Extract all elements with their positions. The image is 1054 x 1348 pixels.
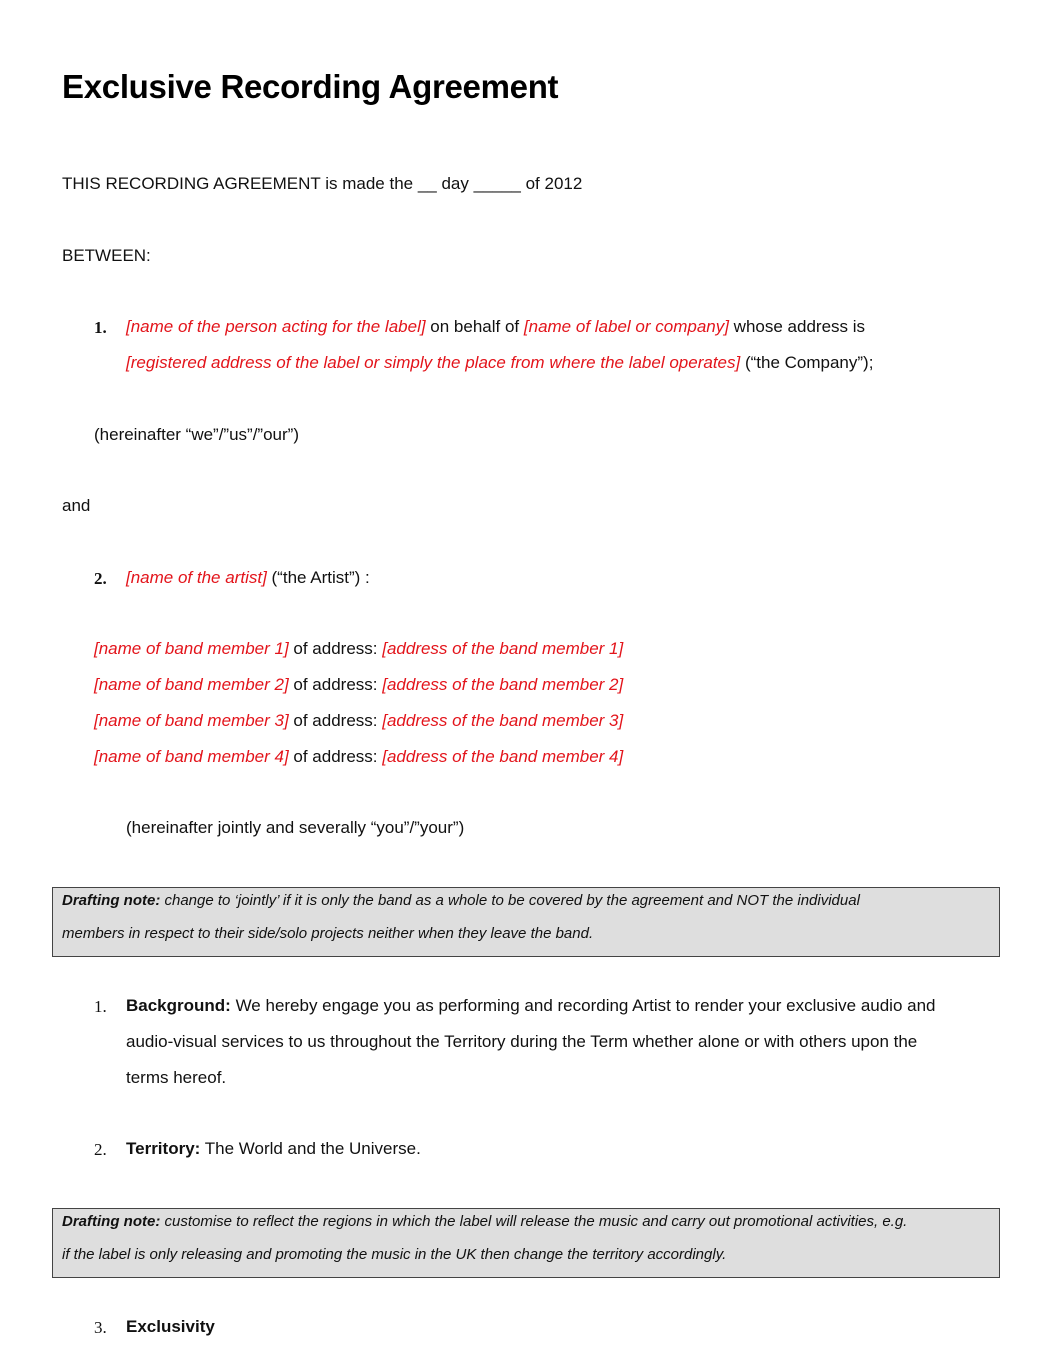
party1-address-placeholder: [registered address of the label or simply the place from where the label operates] — [126, 353, 741, 372]
clause1-line2: audio-visual services to us throughout the Territory during the Term whether alone or with others upon the — [126, 1032, 918, 1051]
party1-line2 — [126, 353, 873, 373]
clause1-line1 — [126, 996, 936, 1016]
party1-company: (“the Company”); — [740, 353, 874, 372]
clause2-heading: Territory: — [126, 1139, 201, 1158]
clause1-line3: terms hereof. — [126, 1068, 227, 1087]
drafting-note-line1 — [62, 1213, 907, 1230]
member-of-address: of address: — [288, 675, 383, 694]
party1-on-behalf: on behalf of — [425, 317, 524, 336]
member-name-placeholder: [name of band member 2] — [94, 675, 289, 694]
between-label: BETWEEN: — [62, 246, 151, 265]
hereinafter-you: (hereinafter jointly and severally “you”/”your”) — [126, 818, 465, 837]
member-address-placeholder: [address of the band member 3] — [382, 711, 624, 730]
party1-line1 — [126, 317, 865, 337]
drafting-note-line2: if the label is only releasing and promoting the music in the UK then change the territory accordingly. — [62, 1246, 727, 1263]
band-member-row — [94, 675, 623, 695]
party1-label-placeholder: [name of label or company] — [523, 317, 729, 336]
drafting-note-line1 — [62, 892, 860, 909]
clause1-text: We hereby engage you as performing and recording Artist to render your exclusive audio and — [230, 996, 936, 1015]
clause1-heading: Background: — [126, 996, 231, 1015]
member-of-address: of address: — [288, 747, 383, 766]
clause3-heading: Exclusivity — [126, 1317, 215, 1336]
intro-line: THIS RECORDING AGREEMENT is made the __ day _____ of 2012 — [62, 174, 583, 193]
drafting-note-label: Drafting note: — [62, 892, 161, 909]
member-address-placeholder: [address of the band member 1] — [382, 639, 624, 658]
hereinafter-we: (hereinafter “we”/”us”/”our”) — [94, 425, 299, 444]
member-of-address: of address: — [288, 639, 383, 658]
band-member-row — [94, 639, 623, 659]
member-name-placeholder: [name of band member 1] — [94, 639, 289, 658]
drafting-note-text: change to ‘jointly’ if it is only the band as a whole to be covered by the agreement and NOT the individual — [160, 892, 860, 909]
document-title: Exclusive Recording Agreement — [62, 68, 559, 105]
party2-number: 2. — [94, 569, 107, 588]
drafting-note-label: Drafting note: — [62, 1213, 161, 1230]
drafting-note-box — [52, 887, 1000, 957]
clause1-number: 1. — [94, 997, 107, 1016]
clause2-text: The World and the Universe. — [200, 1139, 421, 1158]
drafting-note-text: customise to reflect the regions in which the label will release the music and carry out promotional activities, e.g. — [160, 1213, 908, 1230]
member-name-placeholder: [name of band member 3] — [94, 711, 289, 730]
clause3-number: 3. — [94, 1318, 107, 1337]
member-address-placeholder: [address of the band member 4] — [382, 747, 624, 766]
member-address-placeholder: [address of the band member 2] — [382, 675, 624, 694]
drafting-note-box — [52, 1208, 1000, 1278]
party2-line — [126, 568, 370, 588]
party2-artist-placeholder: [name of the artist] — [126, 568, 267, 587]
party2-artist-suffix: (“the Artist”) : — [266, 568, 370, 587]
party1-person-placeholder: [name of the person acting for the label] — [126, 317, 426, 336]
band-member-row — [94, 711, 623, 731]
and-label: and — [62, 496, 91, 515]
clause2-number: 2. — [94, 1140, 107, 1159]
member-name-placeholder: [name of band member 4] — [94, 747, 289, 766]
drafting-note-line2: members in respect to their side/solo projects neither when they leave the band. — [62, 925, 594, 942]
clause2-line — [126, 1139, 421, 1159]
party1-number: 1. — [94, 318, 107, 337]
party1-whose: whose address is — [728, 317, 866, 336]
member-of-address: of address: — [288, 711, 383, 730]
band-member-row — [94, 747, 623, 767]
